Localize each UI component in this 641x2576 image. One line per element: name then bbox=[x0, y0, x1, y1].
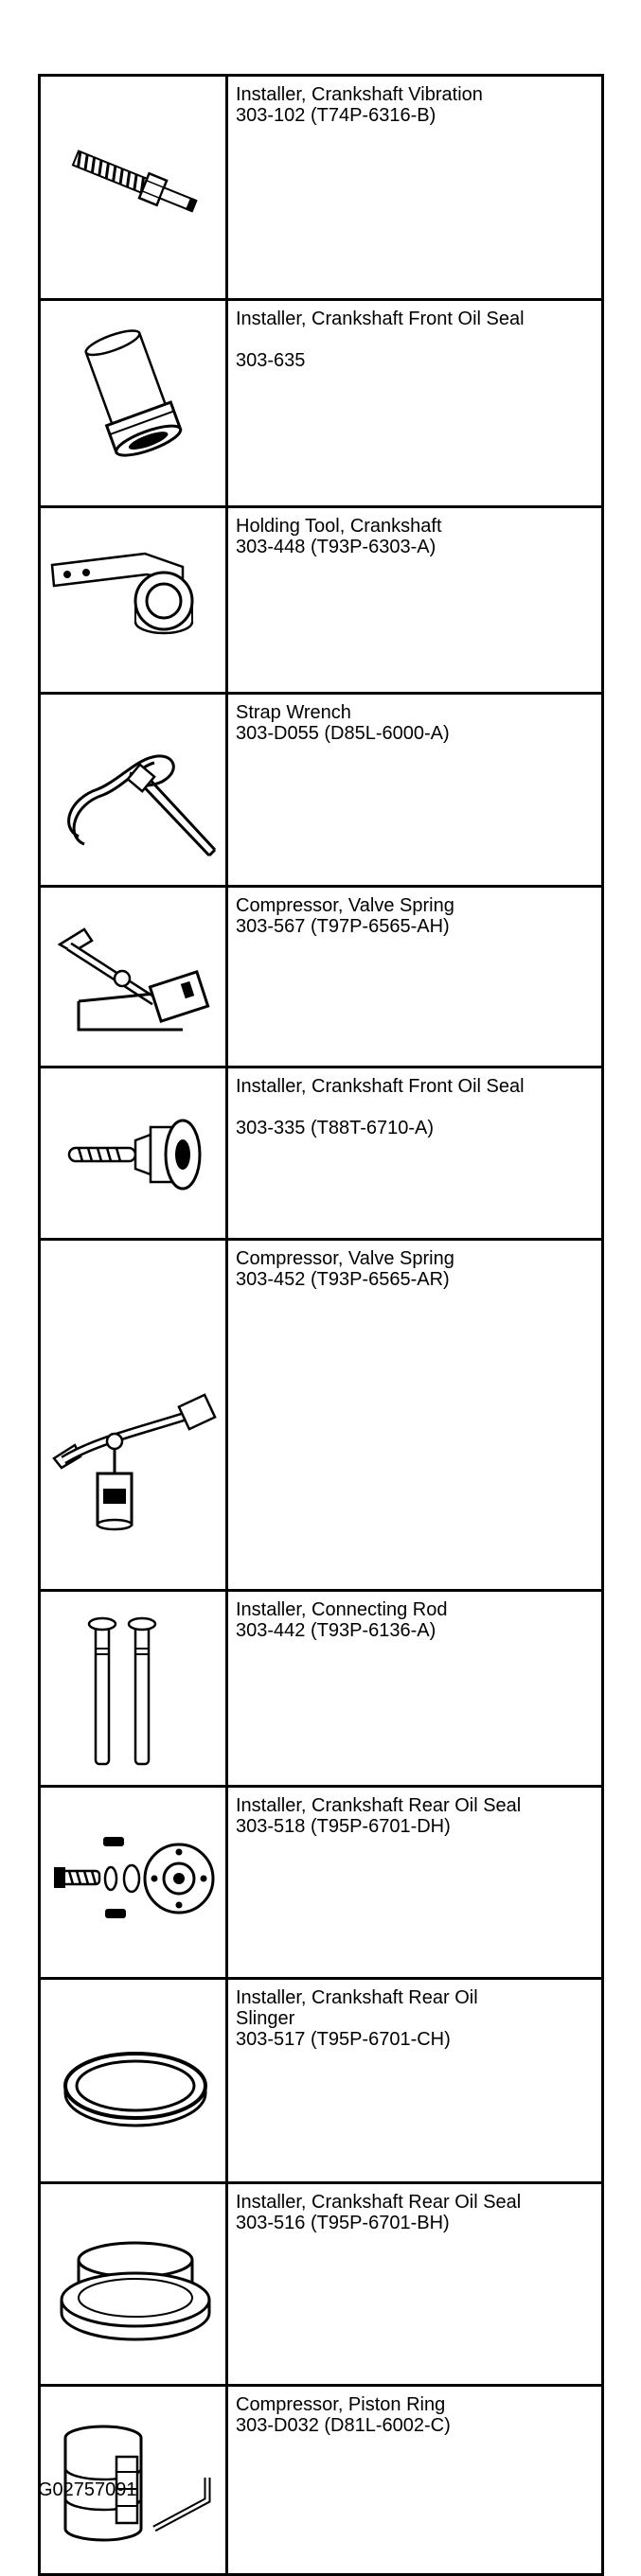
rear-seal-installer-ring-icon bbox=[41, 2184, 225, 2384]
tool-name: Installer, Crankshaft Rear Oil Seal bbox=[236, 1795, 522, 1816]
tool-illustration-cell bbox=[41, 77, 228, 298]
tool-row bbox=[41, 1238, 601, 1589]
tool-number: 303-102 (T74P-6316-B) bbox=[236, 105, 436, 126]
strap-wrench-icon bbox=[41, 695, 225, 885]
tool-name: Installer, Crankshaft Rear Oil bbox=[236, 1987, 478, 2008]
tool-illustration-cell bbox=[41, 1068, 228, 1238]
tool-name: Compressor, Valve Spring bbox=[236, 1248, 454, 1269]
tool-row bbox=[41, 1589, 601, 1785]
tool-description bbox=[236, 84, 594, 126]
figure-id: G02757091 bbox=[38, 2479, 137, 2500]
tool-row bbox=[41, 2181, 601, 2384]
oil-slinger-ring-icon bbox=[41, 1980, 225, 2181]
tool-illustration-cell bbox=[41, 1788, 228, 1977]
tool-illustration-cell bbox=[41, 508, 228, 692]
threaded-rod-installer-icon bbox=[41, 77, 225, 298]
tool-name: Strap Wrench bbox=[236, 702, 351, 723]
tool-number: 303-516 (T95P-6701-BH) bbox=[236, 2213, 450, 2233]
tool-illustration-cell bbox=[41, 888, 228, 1066]
tool-name: Holding Tool, Crankshaft bbox=[236, 516, 442, 537]
tool-number: 303-518 (T95P-6701-DH) bbox=[236, 1816, 451, 1837]
tool-description bbox=[236, 2192, 594, 2233]
crankshaft-holding-tool-icon bbox=[41, 508, 225, 692]
tool-number: 303-D032 (D81L-6002-C) bbox=[236, 2415, 451, 2436]
tool-description bbox=[236, 1076, 594, 1138]
tool-row bbox=[41, 1066, 601, 1238]
tool-row bbox=[41, 505, 601, 692]
tool-illustration-cell bbox=[41, 1241, 228, 1589]
tool-number: 303-635 bbox=[236, 350, 306, 371]
tool-illustration-cell bbox=[41, 1980, 228, 2181]
front-seal-installer-icon bbox=[41, 1068, 225, 1238]
tool-description bbox=[236, 1795, 594, 1837]
tool-name: Compressor, Piston Ring bbox=[236, 2394, 446, 2415]
tool-row bbox=[41, 298, 601, 505]
valve-spring-compressor-large-icon bbox=[41, 1241, 225, 1589]
tool-description bbox=[236, 1599, 594, 1641]
tool-name: Installer, Crankshaft Rear Oil Seal bbox=[236, 2192, 522, 2213]
tool-name: Installer, Crankshaft Front Oil Seal bbox=[236, 1076, 525, 1097]
tool-row bbox=[41, 1977, 601, 2181]
tool-number: 303-D055 (D85L-6000-A) bbox=[236, 723, 450, 744]
tool-row bbox=[41, 692, 601, 885]
tool-illustration-cell bbox=[41, 695, 228, 885]
tool-name: Installer, Crankshaft Front Oil Seal bbox=[236, 309, 525, 329]
tool-name: Installer, Connecting Rod bbox=[236, 1599, 448, 1620]
tool-name: Compressor, Valve Spring bbox=[236, 895, 454, 916]
tool-row bbox=[41, 1785, 601, 1977]
tool-row bbox=[41, 2384, 601, 2573]
seal-installer-sleeve-icon bbox=[41, 301, 225, 505]
special-tools-table bbox=[38, 74, 604, 2576]
tool-number: 303-567 (T97P-6565-AH) bbox=[236, 916, 450, 937]
tool-number: 303-452 (T93P-6565-AR) bbox=[236, 1269, 450, 1290]
connecting-rod-installer-icon bbox=[41, 1592, 225, 1785]
tool-description bbox=[236, 516, 594, 557]
valve-spring-compressor-icon bbox=[41, 888, 225, 1066]
tool-number: 303-448 (T93P-6303-A) bbox=[236, 537, 436, 557]
tool-illustration-cell bbox=[41, 1592, 228, 1785]
tool-illustration-cell bbox=[41, 2184, 228, 2384]
tool-row bbox=[41, 885, 601, 1066]
rear-seal-installer-kit-icon bbox=[41, 1788, 225, 1977]
tool-row bbox=[41, 77, 601, 298]
tool-illustration-cell bbox=[41, 301, 228, 505]
tool-number: 303-442 (T93P-6136-A) bbox=[236, 1620, 436, 1641]
tool-name-continued: Slinger bbox=[236, 2008, 295, 2029]
tool-number: 303-517 (T95P-6701-CH) bbox=[236, 2029, 451, 2050]
tool-description bbox=[236, 2394, 594, 2436]
tool-description bbox=[236, 1987, 594, 2050]
tool-description bbox=[236, 702, 594, 744]
tool-description bbox=[236, 895, 594, 937]
tool-description bbox=[236, 309, 594, 371]
tool-number: 303-335 (T88T-6710-A) bbox=[236, 1118, 435, 1138]
tool-name: Installer, Crankshaft Vibration bbox=[236, 84, 483, 105]
tool-description bbox=[236, 1248, 594, 1290]
